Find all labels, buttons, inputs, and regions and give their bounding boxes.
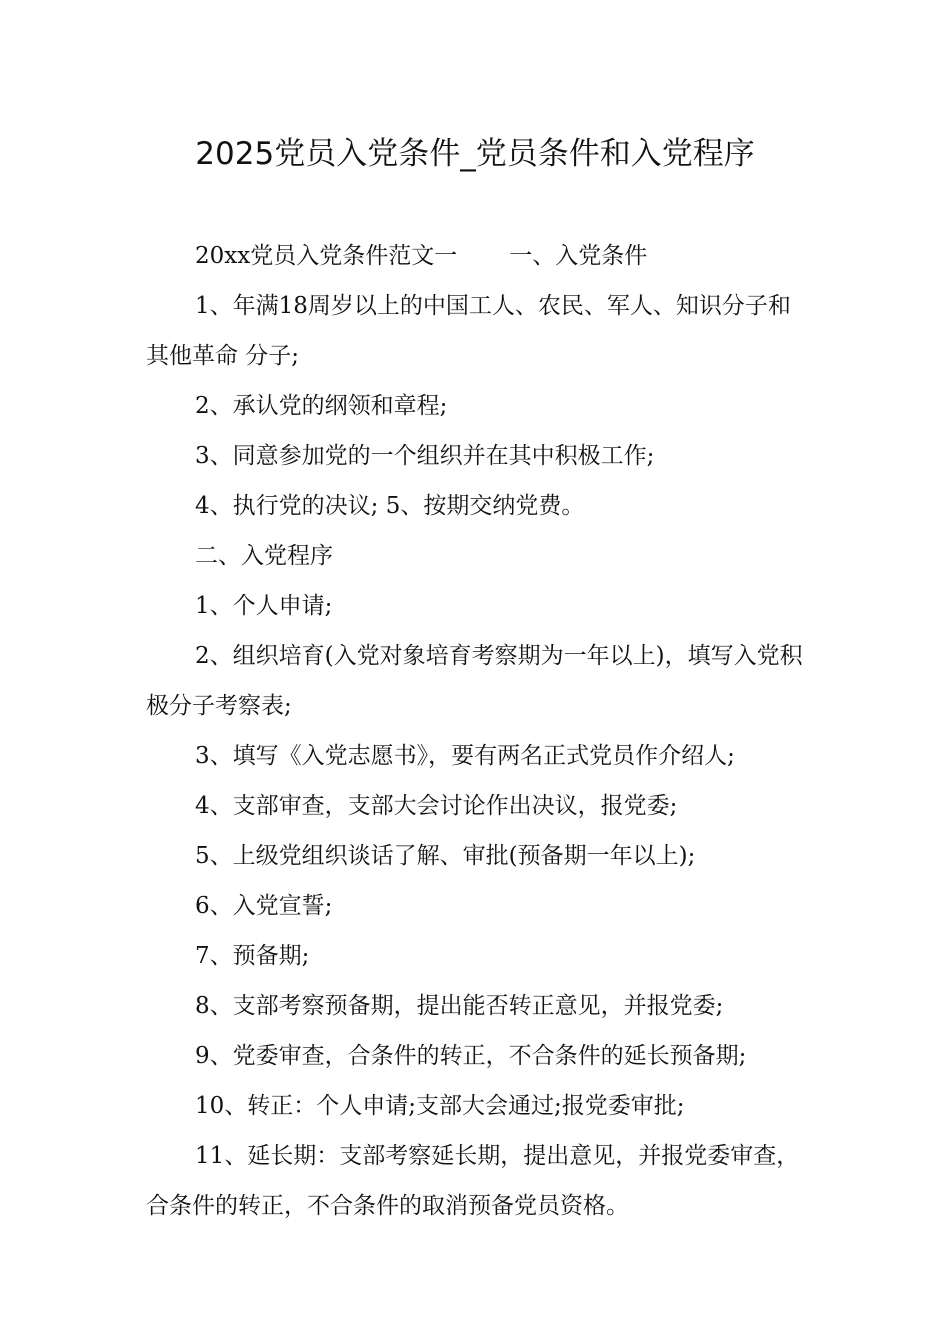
paragraph-step-4: 4、支部审查，支部大会讨论作出决议，报党委; bbox=[195, 793, 678, 819]
paragraph-condition-3: 3、同意参加党的一个组织并在其中积极工作; bbox=[195, 443, 655, 469]
paragraph-step-1: 1、个人申请; bbox=[195, 593, 333, 619]
paragraph-condition-1: 1、年满18周岁以上的中国工人、农民、军人、知识分子和其他革命 分子; bbox=[146, 293, 791, 369]
paragraph-step-8: 8、支部考察预备期，提出能否转正意见，并报党委; bbox=[195, 993, 724, 1019]
document-body bbox=[146, 231, 808, 1231]
paragraph-intro bbox=[146, 231, 808, 281]
paragraph-step-2: 2、组织培育(入党对象培育考察期为一年以上)，填写入党积极分子考察表; bbox=[146, 643, 803, 719]
section-heading-procedure: 二、入党程序 bbox=[195, 543, 333, 569]
paragraph-step-3: 3、填写《入党志愿书》，要有两名正式党员作介绍人; bbox=[195, 743, 735, 769]
paragraph-step-6: 6、入党宣誓; bbox=[195, 893, 333, 919]
paragraph-step-10: 10、转正：个人申请;支部大会通过;报党委审批; bbox=[195, 1093, 685, 1119]
document-title: 2025党员入党条件_党员条件和入党程序 bbox=[195, 136, 755, 172]
paragraph-step-7: 7、预备期; bbox=[195, 943, 310, 969]
paragraph-step-9: 9、党委审查，合条件的转正，不合条件的延长预备期; bbox=[195, 1043, 747, 1069]
paragraph-condition-4-5: 4、执行党的决议; 5、按期交纳党费。 bbox=[195, 493, 585, 519]
section-heading-conditions: 一、入党条件 bbox=[509, 243, 648, 269]
paragraph-step-11: 11、延长期：支部考察延长期，提出意见，并报党委审查，合条件的转正，不合条件的取消预备党员资格。 bbox=[146, 1143, 800, 1219]
paragraph-condition-2: 2、承认党的纲领和章程; bbox=[195, 393, 448, 419]
paragraph-step-5: 5、上级党组织谈话了解、审批(预备期一年以上); bbox=[195, 843, 696, 869]
intro-lead: 20xx党员入党条件范文一 bbox=[195, 243, 458, 269]
